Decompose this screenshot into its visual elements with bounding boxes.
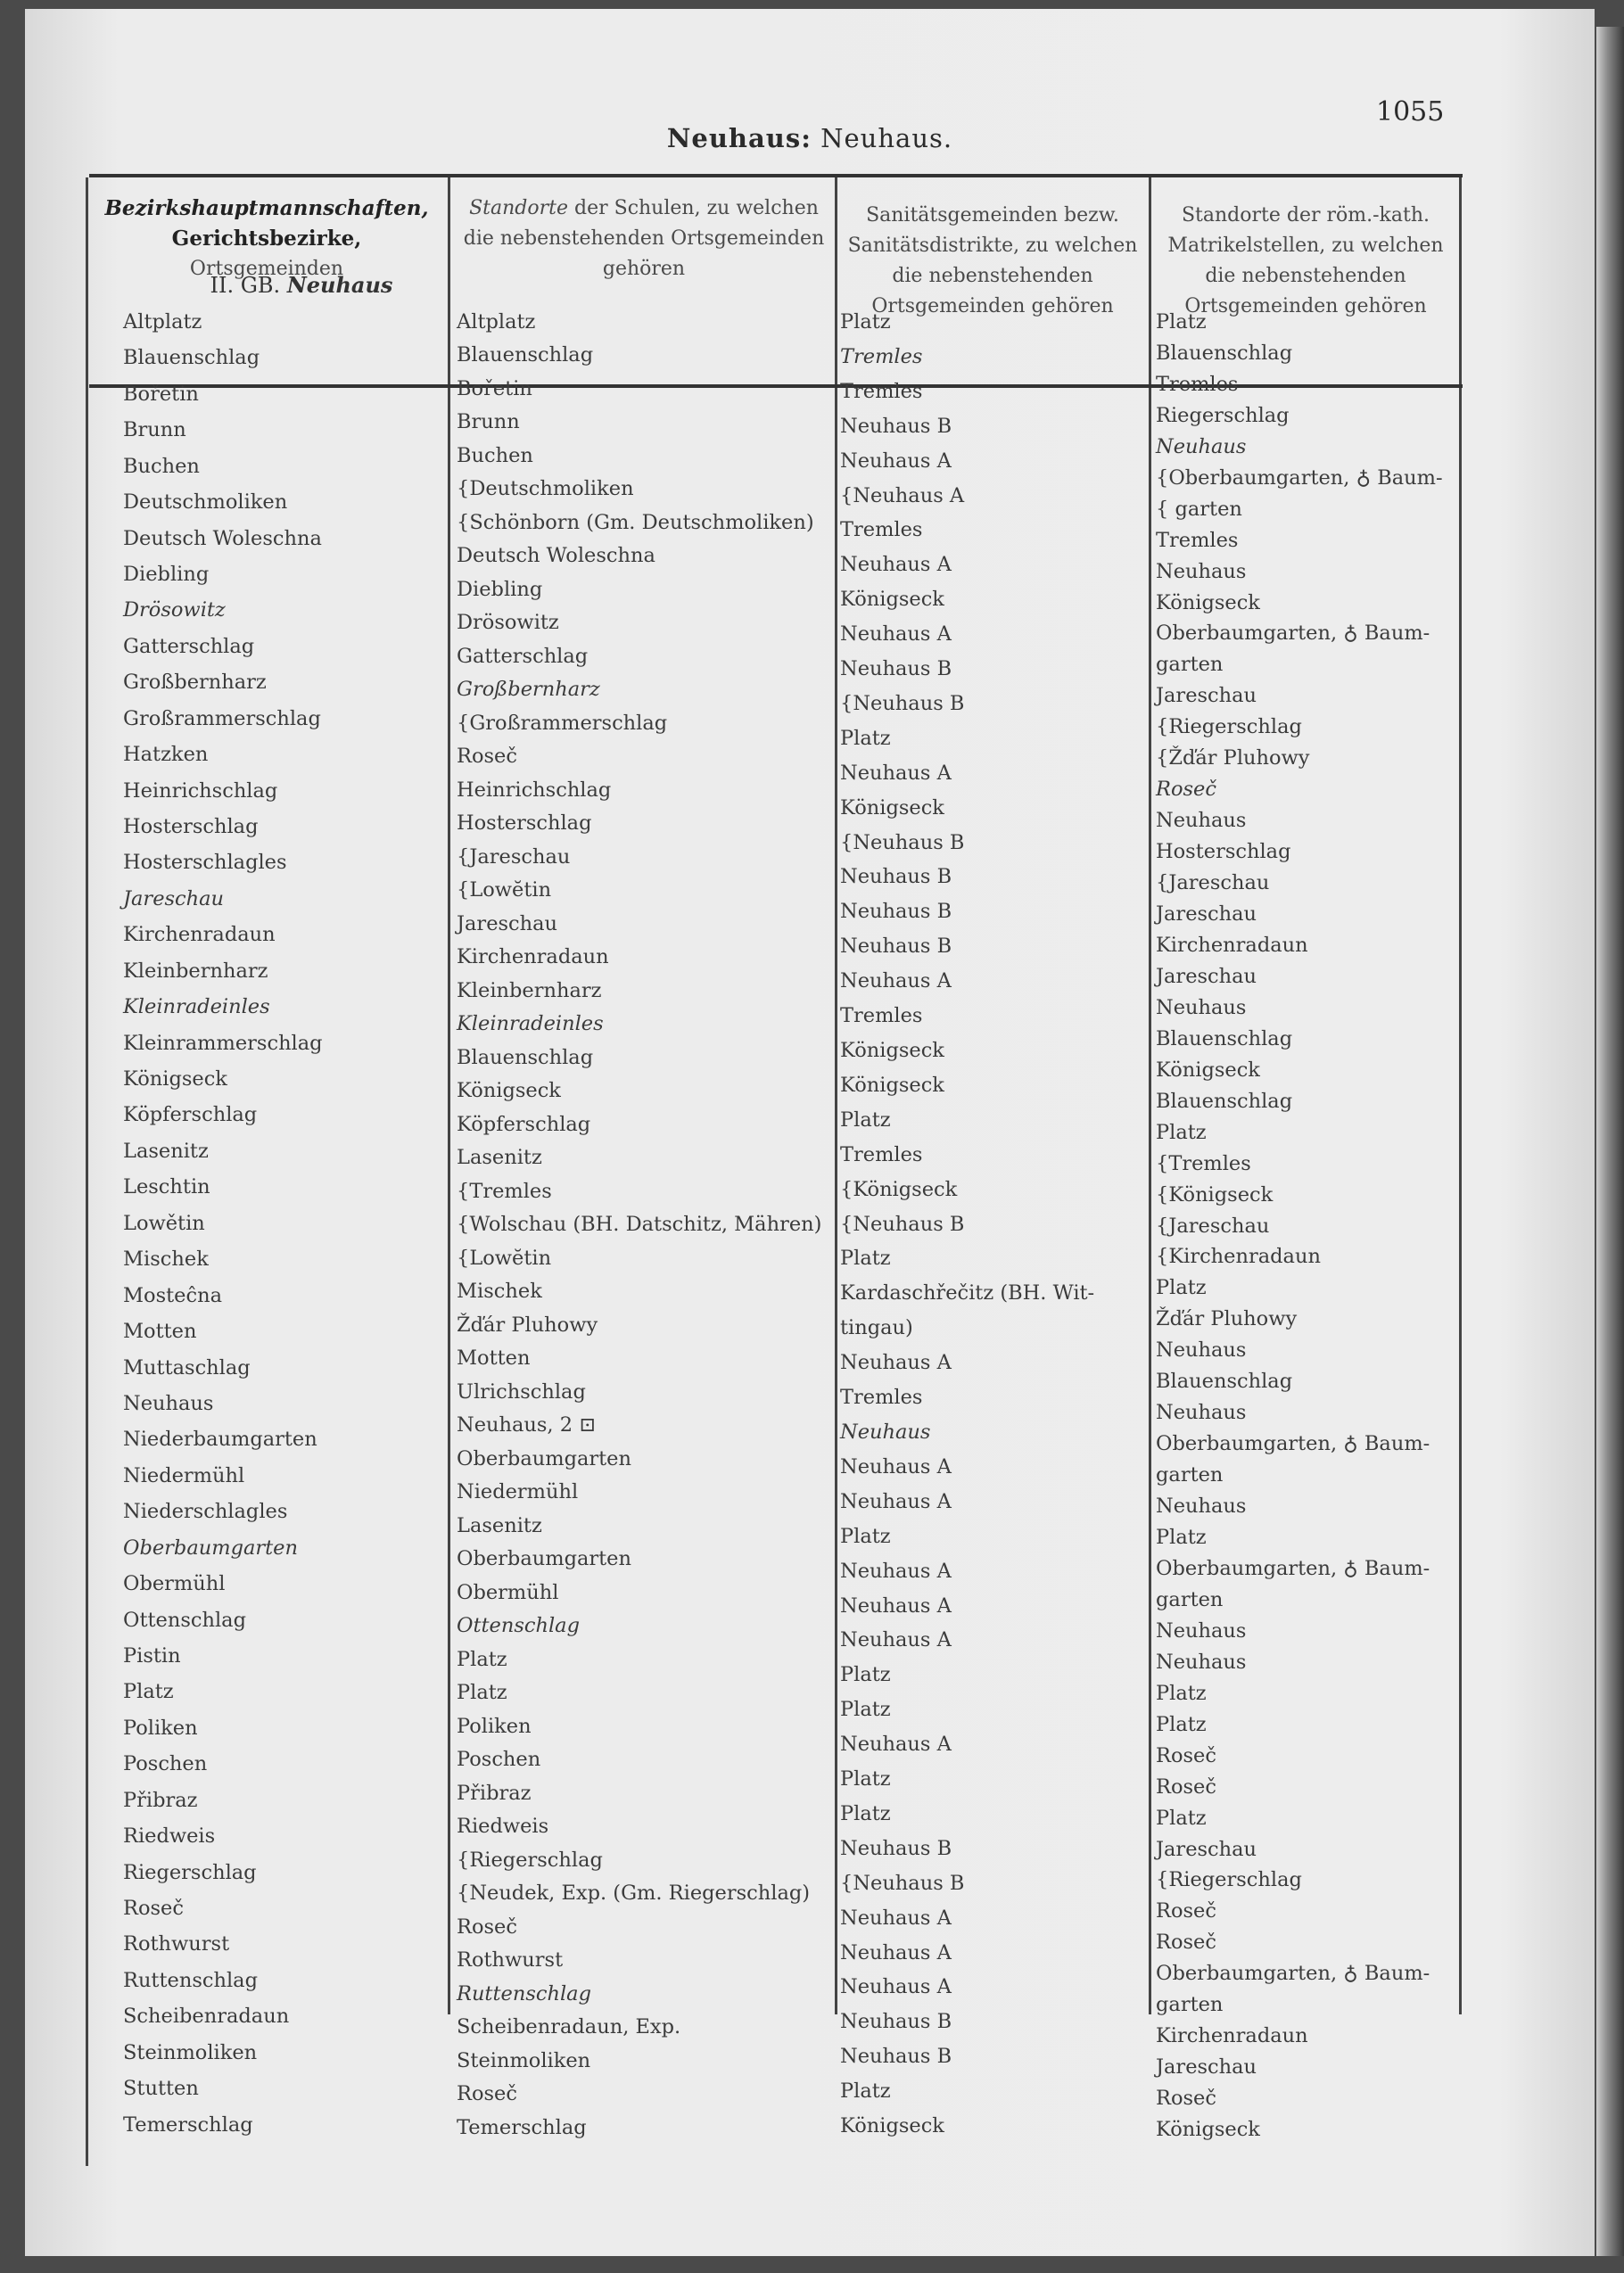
sanitaet-entry: Platz bbox=[840, 1524, 891, 1548]
matrikel-entry: Hosterschlag bbox=[1156, 840, 1291, 864]
schulen-entry: {Schönborn (Gm. Deutschmoliken) bbox=[457, 510, 814, 534]
sanitaet-entry: Platz bbox=[840, 2079, 891, 2104]
gemeinden-entry: Brunn bbox=[123, 418, 186, 442]
schulen-entry: Großbernharz bbox=[457, 678, 600, 702]
schulen-entry: Neuhaus, 2 ⊡ bbox=[457, 1413, 597, 1437]
sanitaet-entry: Neuhaus A bbox=[840, 761, 952, 785]
header-sanitaet bbox=[840, 201, 1145, 322]
schulen-entry: Riedweis bbox=[457, 1815, 549, 1839]
schulen-entry: Diebling bbox=[457, 577, 543, 601]
sanitaet-entry: Neuhaus B bbox=[840, 1836, 952, 1860]
schulen-entry: Roseč bbox=[457, 1915, 517, 1939]
gemeinden-entry: Großbernharz bbox=[123, 671, 267, 695]
schulen-entry: Motten bbox=[457, 1347, 531, 1371]
matrikel-entry: garten bbox=[1156, 1587, 1224, 1611]
gemeinden-entry: Niedermühl bbox=[123, 1463, 245, 1487]
subheading bbox=[132, 272, 471, 298]
schulen-entry: Kleinbernharz bbox=[457, 978, 602, 1002]
schulen-entry: {Jareschau bbox=[457, 844, 571, 869]
matrikel-entry: {Königseck bbox=[1156, 1182, 1274, 1207]
matrikel-entry: Neuhaus bbox=[1156, 559, 1247, 583]
matrikel-entry: {Jareschau bbox=[1156, 871, 1270, 895]
matrikel-entry: Jareschau bbox=[1156, 1837, 1257, 1861]
schulen-entry: Kirchenradaun bbox=[457, 945, 609, 969]
schulen-entry: Temerschlag bbox=[457, 2115, 587, 2139]
schulen-entry: Heinrichschlag bbox=[457, 778, 612, 802]
matrikel-entry: Blauenschlag bbox=[1156, 1089, 1293, 1113]
gemeinden-entry: Platz bbox=[123, 1680, 174, 1704]
schulen-entry: {Deutschmoliken bbox=[457, 477, 634, 501]
header-schulen-text: der Schulen, zu welchen die nebenstehenden Ortsgemeinden gehören bbox=[463, 197, 825, 280]
gemeinden-entry: Gatterschlag bbox=[123, 634, 255, 658]
header-matrikel-text: Standorte der röm.-kath. Matrikelstellen, zu welchen die nebenstehenden Ortsgemeinden gehören bbox=[1167, 204, 1444, 317]
matrikel-entry: {Riegerschlag bbox=[1156, 1868, 1302, 1892]
sanitaet-entry: Platz bbox=[840, 726, 891, 750]
schulen-entry: Scheibenradaun, Exp. bbox=[457, 2015, 681, 2039]
matrikel-entry: Jareschau bbox=[1156, 684, 1257, 708]
gemeinden-entry: Bořetin bbox=[123, 382, 199, 406]
matrikel-entry: Blauenschlag bbox=[1156, 341, 1293, 365]
sanitaet-entry: Tremles bbox=[840, 1004, 923, 1028]
sanitaet-entry: Platz bbox=[840, 1767, 891, 1791]
schulen-entry: {Riegerschlag bbox=[457, 1848, 603, 1872]
gemeinden-entry: Riedweis bbox=[123, 1824, 216, 1849]
schulen-entry: Kleinradeinles bbox=[457, 1012, 604, 1036]
schulen-entry: Platz bbox=[457, 1681, 507, 1705]
gemeinden-entry: Königseck bbox=[123, 1067, 227, 1091]
sanitaet-entry: Neuhaus A bbox=[840, 1489, 952, 1513]
gemeinden-entry: Altplatz bbox=[123, 310, 202, 334]
gemeinden-entry: Hatzken bbox=[123, 743, 209, 767]
matrikel-entry: Neuhaus bbox=[1156, 1401, 1247, 1425]
schulen-entry: {Tremles bbox=[457, 1179, 552, 1203]
schulen-entry: Poschen bbox=[457, 1748, 541, 1772]
gemeinden-entry: Heinrichschlag bbox=[123, 778, 278, 803]
schulen-entry: Žďár Pluhowy bbox=[457, 1313, 598, 1337]
matrikel-entry: Roseč bbox=[1156, 1775, 1216, 1799]
gemeinden-entry: Kleinbernharz bbox=[123, 959, 268, 983]
running-head-bold: Neuhaus: bbox=[666, 123, 812, 153]
gemeinden-entry: Ruttenschlag bbox=[123, 1968, 258, 1992]
matrikel-entry: Neuhaus bbox=[1156, 1650, 1247, 1674]
gemeinden-entry: Obermühl bbox=[123, 1572, 226, 1596]
matrikel-entry: Platz bbox=[1156, 1681, 1207, 1705]
matrikel-entry: Neuhaus bbox=[1156, 1618, 1247, 1643]
schulen-entry: Königseck bbox=[457, 1079, 561, 1103]
book-spine bbox=[1596, 27, 1624, 2256]
sanitaet-entry: Tremles bbox=[840, 1142, 923, 1166]
matrikel-entry: {Oberbaumgarten, ♁ Baum- bbox=[1156, 465, 1443, 490]
matrikel-entry: garten bbox=[1156, 653, 1224, 677]
schulen-entry: Roseč bbox=[457, 745, 517, 769]
page-number: 1055 bbox=[1376, 96, 1445, 128]
gemeinden-entry: Stutten bbox=[123, 2077, 199, 2101]
matrikel-entry: Platz bbox=[1156, 1712, 1207, 1736]
sanitaet-entry: Neuhaus A bbox=[840, 1628, 952, 1652]
matrikel-entry: Roseč bbox=[1156, 778, 1216, 802]
schulen-entry: Rothwurst bbox=[457, 1948, 564, 1972]
gemeinden-entry: Muttaschlag bbox=[123, 1355, 251, 1379]
matrikel-entry: Tremles bbox=[1156, 528, 1239, 552]
gemeinden-entry: Lasenitz bbox=[123, 1139, 209, 1163]
schulen-entry: Oberbaumgarten bbox=[457, 1547, 631, 1571]
matrikel-entry: Blauenschlag bbox=[1156, 1370, 1293, 1394]
header-schulen-italic: Standorte bbox=[469, 197, 569, 219]
header-gemeinden-line2: Gerichtsbezirke, bbox=[171, 226, 362, 251]
sanitaet-entry: Neuhaus A bbox=[840, 1559, 952, 1583]
schulen-entry: Lasenitz bbox=[457, 1513, 542, 1537]
matrikel-entry: {Kirchenradaun bbox=[1156, 1245, 1321, 1269]
table-rule-3 bbox=[1149, 177, 1151, 2014]
gemeinden-entry: Blauenschlag bbox=[123, 346, 260, 370]
header-sanitaet-text: Sanitätsgemeinden bezw. Sanitätsdistrikte, zu welchen die nebenstehenden Ortsgemeinden gehören bbox=[847, 204, 1138, 317]
gemeinden-entry: Großrammerschlag bbox=[123, 706, 321, 730]
sanitaet-entry: Neuhaus B bbox=[840, 2045, 952, 2069]
sanitaet-entry: Tremles bbox=[840, 518, 923, 542]
matrikel-entry: Platz bbox=[1156, 1806, 1207, 1830]
matrikel-entry: {Riegerschlag bbox=[1156, 715, 1302, 739]
sanitaet-entry: Platz bbox=[840, 1663, 891, 1687]
matrikel-entry: Neuhaus bbox=[1156, 1338, 1247, 1363]
gemeinden-entry: Deutschmoliken bbox=[123, 490, 288, 515]
matrikel-entry: Jareschau bbox=[1156, 2055, 1257, 2079]
gemeinden-entry: Hosterschlag bbox=[123, 815, 259, 839]
sanitaet-entry: {Neuhaus B bbox=[840, 691, 965, 715]
matrikel-entry: garten bbox=[1156, 1993, 1224, 2017]
gemeinden-entry: Deutsch Woleschna bbox=[123, 526, 322, 550]
gemeinden-entry: Hosterschlagles bbox=[123, 851, 287, 875]
sanitaet-entry: tingau) bbox=[840, 1316, 913, 1340]
matrikel-entry: Blauenschlag bbox=[1156, 1026, 1293, 1050]
schulen-entry: {Wolschau (BH. Datschitz, Mähren) bbox=[457, 1213, 822, 1237]
gemeinden-entry: Kleinrammerschlag bbox=[123, 1031, 323, 1055]
header-matrikel bbox=[1156, 201, 1455, 322]
sanitaet-entry: Königseck bbox=[840, 1073, 944, 1097]
sanitaet-entry: Neuhaus bbox=[840, 1420, 931, 1444]
gemeinden-entry: Rothwurst bbox=[123, 1932, 230, 1956]
sanitaet-entry: Neuhaus B bbox=[840, 2010, 952, 2034]
sanitaet-entry: Neuhaus B bbox=[840, 865, 952, 889]
schulen-entry: {Lowĕtin bbox=[457, 878, 552, 902]
matrikel-entry: Riegerschlag bbox=[1156, 403, 1290, 427]
sanitaet-entry: Neuhaus A bbox=[840, 449, 952, 473]
gemeinden-entry: Leschtin bbox=[123, 1175, 210, 1199]
schulen-entry: Jareschau bbox=[457, 911, 558, 935]
sanitaet-entry: Neuhaus B bbox=[840, 657, 952, 681]
matrikel-entry: Kirchenradaun bbox=[1156, 933, 1308, 957]
sanitaet-entry: Platz bbox=[840, 310, 891, 334]
sanitaet-entry: Neuhaus B bbox=[840, 935, 952, 959]
running-head bbox=[25, 123, 1595, 153]
gemeinden-entry: Scheibenradaun bbox=[123, 2005, 290, 2029]
matrikel-entry: Neuhaus bbox=[1156, 434, 1247, 458]
schulen-entry: {Großrammerschlag bbox=[457, 711, 668, 735]
sanitaet-entry: Neuhaus A bbox=[840, 1454, 952, 1478]
gemeinden-entry: Jareschau bbox=[123, 886, 225, 910]
schulen-entry: Steinmoliken bbox=[457, 2048, 591, 2072]
sanitaet-entry: Platz bbox=[840, 1801, 891, 1825]
gemeinden-entry: Kleinradeinles bbox=[123, 995, 270, 1019]
matrikel-entry: Roseč bbox=[1156, 1899, 1216, 1923]
schulen-entry: Niedermühl bbox=[457, 1480, 579, 1504]
matrikel-entry: Neuhaus bbox=[1156, 1495, 1247, 1519]
gemeinden-entry: Lowětin bbox=[123, 1211, 205, 1235]
matrikel-entry: Platz bbox=[1156, 1526, 1207, 1550]
gemeinden-entry: Drösowitz bbox=[123, 598, 226, 622]
gemeinden-entry: Poliken bbox=[123, 1716, 198, 1740]
matrikel-entry: Roseč bbox=[1156, 1931, 1216, 1955]
subheading-plain: II. GB. bbox=[210, 273, 287, 298]
matrikel-entry: Jareschau bbox=[1156, 902, 1257, 926]
sanitaet-entry: Neuhaus A bbox=[840, 1975, 952, 1999]
schulen-entry: Gatterschlag bbox=[457, 644, 589, 668]
gemeinden-entry: Mischek bbox=[123, 1248, 209, 1272]
sanitaet-entry: Platz bbox=[840, 1108, 891, 1132]
gemeinden-entry: Neuhaus bbox=[123, 1391, 214, 1415]
header-rule bbox=[89, 384, 1463, 388]
matrikel-entry: Roseč bbox=[1156, 2087, 1216, 2111]
schulen-entry: Bořetin bbox=[457, 376, 532, 400]
table-rule-1 bbox=[448, 177, 450, 2014]
header-gemeinden-line3: Ortsgemeinden bbox=[189, 258, 344, 280]
header-schulen bbox=[457, 194, 831, 284]
table-rule-2 bbox=[835, 177, 837, 2014]
matrikel-entry: {Žďár Pluhowy bbox=[1156, 746, 1310, 770]
gemeinden-entry: Roseč bbox=[123, 1896, 184, 1920]
page-sheet bbox=[25, 9, 1595, 2256]
gemeinden-entry: Riegerschlag bbox=[123, 1860, 257, 1884]
gemeinden-entry: Diebling bbox=[123, 563, 210, 587]
schulen-entry: {Neudek, Exp. (Gm. Riegerschlag) bbox=[457, 1882, 811, 1906]
gemeinden-entry: Ottenschlag bbox=[123, 1608, 246, 1632]
schulen-entry: Platz bbox=[457, 1647, 507, 1671]
sanitaet-entry: {Neuhaus A bbox=[840, 483, 965, 507]
gemeinden-entry: Temerschlag bbox=[123, 2112, 253, 2137]
sanitaet-entry: Tremles bbox=[840, 1386, 923, 1410]
schulen-entry: Drösowitz bbox=[457, 611, 559, 635]
matrikel-entry: Tremles bbox=[1156, 372, 1239, 396]
matrikel-entry: Platz bbox=[1156, 1276, 1207, 1300]
gemeinden-entry: Pistin bbox=[123, 1643, 181, 1668]
matrikel-entry: Königseck bbox=[1156, 2118, 1260, 2142]
matrikel-entry: garten bbox=[1156, 1463, 1224, 1487]
matrikel-entry: {Tremles bbox=[1156, 1151, 1251, 1175]
header-gemeinden bbox=[86, 194, 448, 284]
sanitaet-entry: Neuhaus B bbox=[840, 900, 952, 924]
sanitaet-entry: Platz bbox=[840, 1698, 891, 1722]
running-head-rest: Neuhaus. bbox=[811, 123, 953, 153]
schulen-entry: Roseč bbox=[457, 2082, 517, 2106]
matrikel-entry: Žďár Pluhowy bbox=[1156, 1307, 1298, 1331]
matrikel-entry: Kirchenradaun bbox=[1156, 2024, 1308, 2048]
matrikel-entry: Oberbaumgarten, ♁ Baum- bbox=[1156, 622, 1430, 646]
schulen-entry: Přibraz bbox=[457, 1781, 532, 1805]
schulen-entry: Ottenschlag bbox=[457, 1614, 580, 1638]
sanitaet-entry: Neuhaus A bbox=[840, 1351, 952, 1375]
sanitaet-entry: Neuhaus A bbox=[840, 1594, 952, 1618]
sanitaet-entry: Neuhaus A bbox=[840, 1906, 952, 1930]
gemeinden-entry: Poschen bbox=[123, 1752, 208, 1776]
table-rule-right bbox=[1459, 177, 1462, 2014]
sanitaet-entry: Neuhaus A bbox=[840, 622, 952, 646]
gemeinden-entry: Motten bbox=[123, 1320, 197, 1344]
gemeinden-entry: Přibraz bbox=[123, 1788, 198, 1812]
sanitaet-entry: Königseck bbox=[840, 795, 944, 819]
matrikel-entry: Neuhaus bbox=[1156, 995, 1247, 1019]
schulen-entry: Ruttenschlag bbox=[457, 1981, 591, 2005]
matrikel-entry: Oberbaumgarten, ♁ Baum- bbox=[1156, 1432, 1430, 1456]
schulen-entry: Brunn bbox=[457, 410, 520, 434]
sanitaet-entry: {Neuhaus B bbox=[840, 1212, 965, 1236]
matrikel-entry: {Jareschau bbox=[1156, 1214, 1270, 1238]
table-rule-left bbox=[86, 177, 88, 2166]
schulen-entry: Köpferschlag bbox=[457, 1112, 591, 1136]
matrikel-entry: Platz bbox=[1156, 1120, 1207, 1144]
sanitaet-entry: Neuhaus B bbox=[840, 414, 952, 438]
gemeinden-entry: Niederbaumgarten bbox=[123, 1428, 317, 1452]
schulen-entry: Altplatz bbox=[457, 310, 536, 334]
schulen-entry: Obermühl bbox=[457, 1580, 559, 1604]
matrikel-entry: Oberbaumgarten, ♁ Baum- bbox=[1156, 1556, 1430, 1580]
gemeinden-entry: Mosteĉna bbox=[123, 1283, 222, 1307]
sanitaet-entry: Königseck bbox=[840, 588, 944, 612]
gemeinden-entry: Köpferschlag bbox=[123, 1103, 258, 1127]
sanitaet-entry: Kardaschřečitz (BH. Wit- bbox=[840, 1281, 1095, 1305]
gemeinden-entry: Kirchenradaun bbox=[123, 923, 276, 947]
gemeinden-entry: Steinmoliken bbox=[123, 2040, 258, 2064]
schulen-entry: Deutsch Woleschna bbox=[457, 544, 655, 568]
schulen-entry: Mischek bbox=[457, 1280, 542, 1304]
sanitaet-entry: {Neuhaus B bbox=[840, 830, 965, 854]
schulen-entry: Lasenitz bbox=[457, 1146, 542, 1170]
gemeinden-entry: Niederschlagles bbox=[123, 1500, 288, 1524]
matrikel-entry: Platz bbox=[1156, 310, 1207, 334]
sanitaet-entry: Neuhaus A bbox=[840, 1733, 952, 1757]
matrikel-entry: Jareschau bbox=[1156, 964, 1257, 988]
schulen-entry: Hosterschlag bbox=[457, 811, 592, 836]
sanitaet-entry: {Neuhaus B bbox=[840, 1871, 965, 1895]
sanitaet-entry: Neuhaus A bbox=[840, 553, 952, 577]
matrikel-entry: Neuhaus bbox=[1156, 809, 1247, 833]
schulen-entry: Poliken bbox=[457, 1714, 532, 1738]
sanitaet-entry: Platz bbox=[840, 1247, 891, 1271]
header-gemeinden-line1: Bezirkshauptmannschaften, bbox=[104, 196, 429, 220]
sanitaet-entry: {Königseck bbox=[840, 1177, 958, 1201]
schulen-entry: Ulrichschlag bbox=[457, 1379, 586, 1404]
schulen-entry: Blauenschlag bbox=[457, 343, 594, 367]
matrikel-entry: Oberbaumgarten, ♁ Baum- bbox=[1156, 1962, 1430, 1986]
sanitaet-entry: Tremles bbox=[840, 379, 923, 403]
matrikel-entry: Königseck bbox=[1156, 590, 1260, 614]
schulen-entry: Buchen bbox=[457, 443, 533, 467]
matrikel-entry: { garten bbox=[1156, 497, 1242, 521]
matrikel-entry: Königseck bbox=[1156, 1058, 1260, 1082]
matrikel-entry: Roseč bbox=[1156, 1743, 1216, 1767]
subheading-italic: Neuhaus bbox=[286, 272, 393, 298]
sanitaet-entry: Königseck bbox=[840, 2114, 944, 2138]
sanitaet-entry: Königseck bbox=[840, 1039, 944, 1063]
gemeinden-entry: Oberbaumgarten bbox=[123, 1536, 298, 1560]
schulen-entry: {Lowĕtin bbox=[457, 1246, 552, 1270]
gemeinden-entry: Buchen bbox=[123, 454, 200, 478]
sanitaet-entry: Neuhaus A bbox=[840, 1940, 952, 1964]
schulen-entry: Blauenschlag bbox=[457, 1045, 594, 1069]
sanitaet-entry: Neuhaus A bbox=[840, 969, 952, 993]
schulen-entry: Oberbaumgarten bbox=[457, 1446, 631, 1470]
sanitaet-entry: Tremles bbox=[840, 344, 923, 368]
